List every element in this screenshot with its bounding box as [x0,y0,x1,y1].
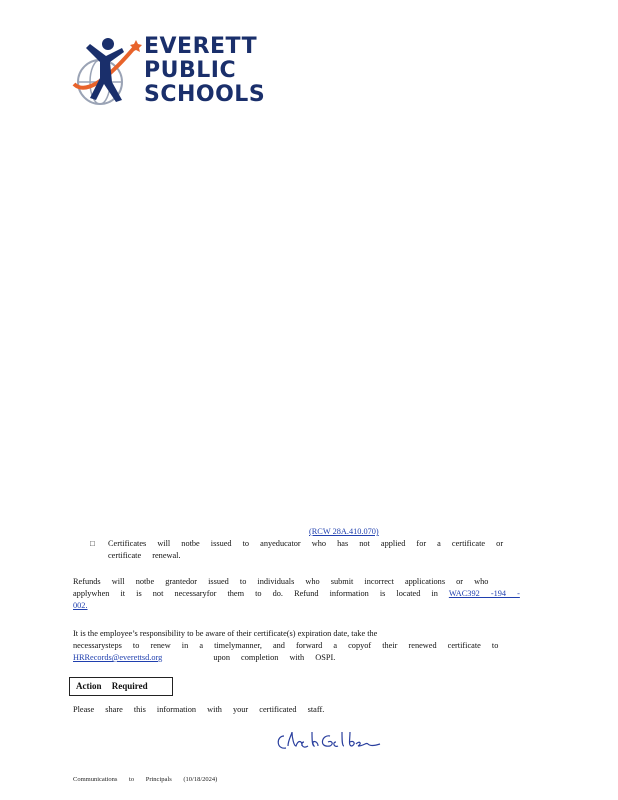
logo-figure-icon [72,34,142,108]
footer-text: Communications to Principals (10/18/2024) [73,776,218,783]
action-required-heading: Action Required [69,677,173,696]
bullet-marker-icon: □ [90,539,95,548]
hr-email-link[interactable]: HRRecords@everettsd.org [73,653,163,662]
share-instruction: Please share this information with your certificated staff. [73,705,325,714]
logo-text-everett: EVERETT [144,34,258,59]
logo-text-public: PUBLIC [144,58,237,83]
bullet-item [90,538,530,562]
responsibility-line-2: necessarysteps to renew in a timelymanner, and forward a copyof their renewed certificate to [73,641,499,650]
rcw-link[interactable]: (RCW 28A.410.070) [309,527,379,536]
bullet-text: Certificates will notbe issued to anyeducator who has not applied for a certificate or certificate renewal. [108,539,504,560]
wac-link[interactable]: WAC392 -194 - 002. [73,589,520,610]
responsibility-line-1: It is the employee’s responsibility to be aware of their certificate(s) expiration date, take the [73,629,378,638]
refunds-paragraph [73,576,533,612]
responsibility-line-3: upon completion with OSPI. [213,653,336,662]
signature [274,728,384,754]
district-logo [72,34,266,114]
responsibility-paragraph [73,628,533,664]
logo-text-schools: SCHOOLS [144,82,266,107]
refunds-text: Refunds will notbe grantedor issued to individuals who submit incorrect applications or who applywhen it is not necessaryfor them to do. Refund information is located in [73,577,489,598]
